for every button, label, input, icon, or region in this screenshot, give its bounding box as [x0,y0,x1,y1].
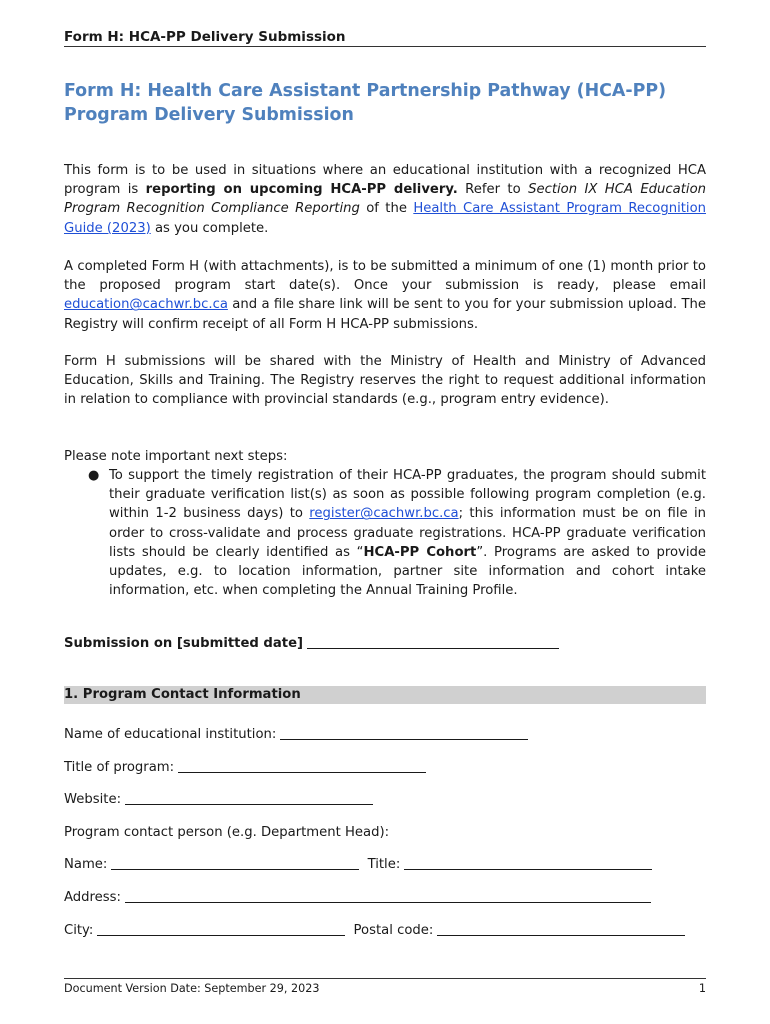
name-title-row [64,857,652,872]
title-label: Title: [367,857,401,872]
website-label: Website: [64,792,122,807]
title-line-1: Form H: Health Care Assistant Partnership Pathway (HCA-PP) [64,81,667,101]
submission-date-field[interactable] [307,648,559,649]
p2-text-a: A completed Form H (with attachments), is to be submitted a minimum of one (1) month prior to the proposed program start date(s). Once your submission is ready, please email [64,259,706,294]
p1-text-f: as you complete. [150,220,269,236]
program-title-label: Title of program: [64,760,175,775]
contact-person-label: Program contact person (e.g. Department Head): [64,825,390,840]
name-field[interactable] [111,869,359,870]
register-email-link[interactable]: register@cachwr.bc.ca [309,506,459,522]
institution-row [64,727,528,742]
city-field[interactable] [97,935,345,936]
p1-text-c: Refer to [457,182,529,198]
title-field[interactable] [404,869,652,870]
p1-bold: reporting on upcoming HCA-PP delivery. [145,182,458,198]
intro-paragraph-3: Form H submissions will be shared with the Ministry of Health and Ministry of Advanced Education, Skills and Training. The Registry reserves the right to request additional information in relation to compliance with provincial standards (e.g., program entry evidence). [64,354,706,408]
p1-italic: Section IX HCA Education Program Recognition Compliance Reporting [64,182,706,217]
page-number: 1 [698,982,706,995]
intro-paragraph-1 [64,161,706,238]
page-title [64,79,706,127]
title-line-2: Program Delivery Submission [64,105,354,125]
bullet-text-b: ; this information must be on file in order to cross-validate and process graduate registrations. HCA-PP graduate verification lists should be clearly identified as “ [109,506,706,560]
recognition-guide-link[interactable]: Health Care Assistant Program Recognition Guide (2023) [64,201,706,236]
postal-code-field[interactable] [437,935,685,936]
bullet-bold: HCA-PP Cohort [363,544,477,560]
submission-date-row [64,636,559,651]
footer-divider [64,978,706,979]
page-header: Form H: HCA-PP Delivery Submission [64,29,706,47]
intro-paragraph-2 [64,257,706,334]
document-page [64,0,706,1024]
address-row [64,890,651,905]
institution-field[interactable] [280,739,528,740]
website-field[interactable] [125,804,373,805]
section-1-heading: 1. Program Contact Information [64,686,706,704]
postal-code-label: Postal code: [353,923,434,938]
education-email-link[interactable]: education@cachwr.bc.ca [64,297,228,313]
program-title-field[interactable] [178,772,426,773]
city-postal-row [64,923,685,938]
p1-text-a: This form is to be used in situations where an educational institution with a recognized HCA program is [64,163,706,198]
bullet-dot-icon: ● [88,468,100,483]
p1-text-e: of the [359,201,414,217]
p2-text-b: and a file share link will be sent to you for your submission upload. The Registry will confirm receipt of all Form H HCA-PP submissions. [64,297,706,332]
bullet-text-c: ”. Programs are asked to provide updates, e.g. to location information, partner site information and cohort intake information, etc. when completing the Annual Training Profile. [109,544,707,599]
next-steps-label: Please note important next steps: [64,449,288,464]
address-label: Address: [64,890,121,905]
city-label: City: [64,923,94,938]
institution-label: Name of educational institution: [64,727,277,742]
program-title-row [64,760,426,775]
address-field[interactable] [125,902,651,903]
bullet-text-a: To support the timely registration of their HCA-PP graduates, the program should submit their graduate verification list(s) as soon as possible following program completion (e.g. within 1-2 business days) to [109,468,706,522]
name-label: Name: [64,857,108,872]
document-version-date: Document Version Date: September 29, 2023 [64,982,320,995]
bullet-text [109,466,706,600]
website-row [64,792,373,807]
submission-date-label: Submission on [submitted date] [64,636,304,651]
